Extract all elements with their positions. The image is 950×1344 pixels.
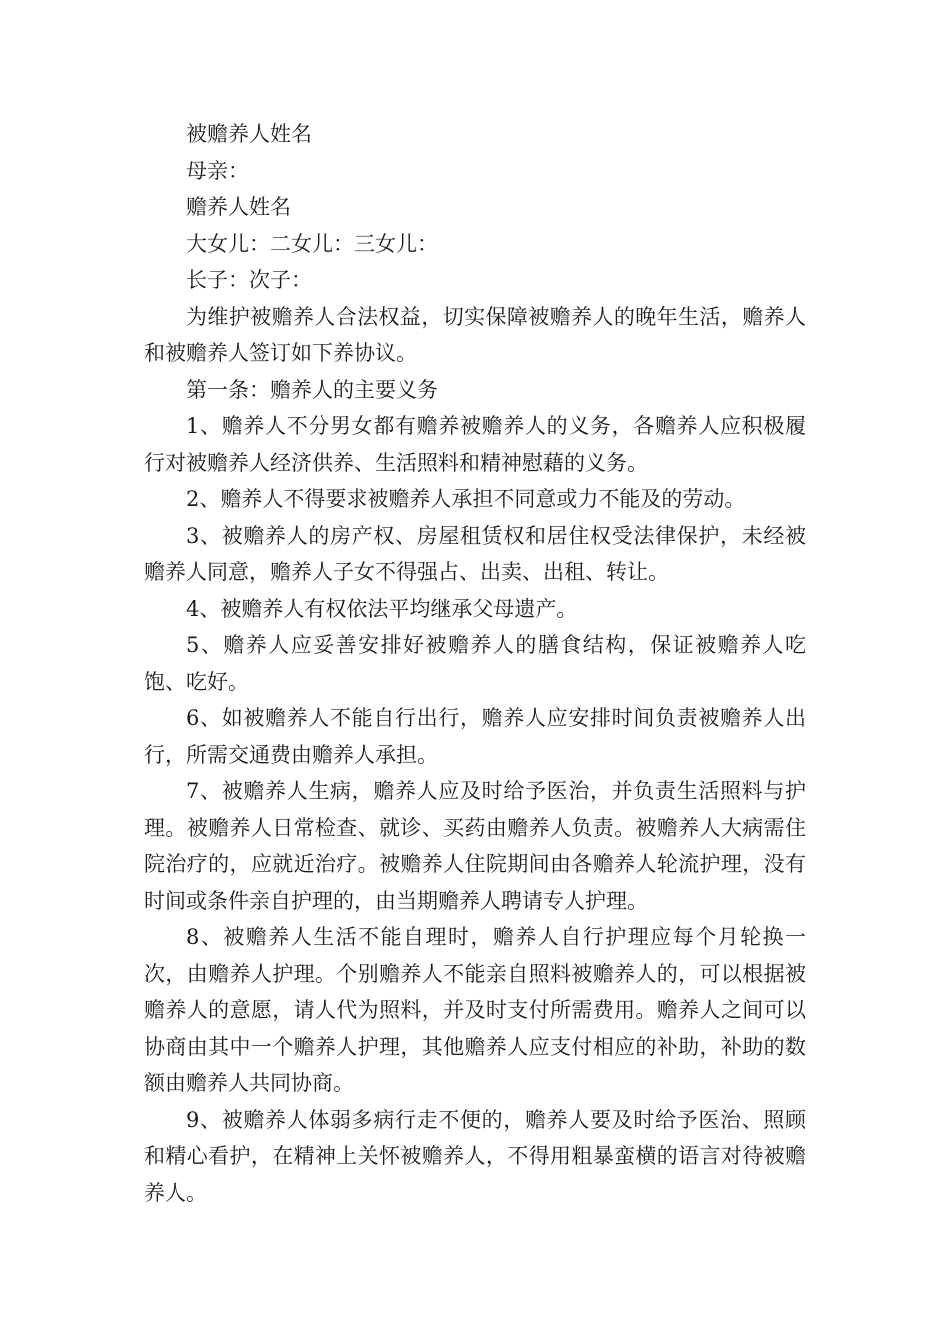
dependent-name-label: 被赡养人姓名	[186, 122, 312, 146]
clause-6: 6、如被赡养人不能自行出行，赡养人应安排时间负责被赡养人出行，所需交通费由赡养人承担。	[144, 706, 806, 767]
mother-label: 母亲：	[186, 158, 249, 183]
document-body	[144, 116, 806, 1211]
clause-8: 8、被赡养人生活不能自理时，赡养人自行护理应每个月轮换一次，由赡养人护理。个别赡养人不能亲自照料被赡养人的，可以根据被赡养人的意愿，请人代为照料，并及时支付所需费用。赡养人之间可以协商由其中一个赡养人护理，其他赡养人应支付相应的补助，补助的数额由赡养人共同协商。	[144, 925, 806, 1095]
article-1-title: 第一条：赡养人的主要义务	[186, 377, 438, 402]
clause-1: 1、赡养人不分男女都有赡养被赡养人的义务，各赡养人应积极履行对被赡养人经济供养、生活照料和精神慰藉的义务。	[144, 414, 806, 475]
daughters-line: 大女儿：二女儿：三女儿：	[186, 231, 438, 256]
clause-9: 9、被赡养人体弱多病行走不便的，赡养人要及时给予医治、照顾和精心看护，在精神上关怀被赡养人，不得用粗暴蛮横的语言对待被赡养人。	[144, 1107, 806, 1205]
clause-3: 3、被赡养人的房产权、房屋租赁权和居住权受法律保护，未经被赡养人同意，赡养人子女不得强占、出卖、出租、转让。	[144, 523, 806, 584]
supporter-name-label: 赡养人姓名	[186, 195, 291, 219]
sons-line: 长子：次子：	[186, 268, 312, 292]
clause-5: 5、赡养人应妥善安排好被赡养人的膳食结构，保证被赡养人吃饱、吃好。	[144, 633, 806, 694]
preamble-paragraph: 为维护被赡养人合法权益，切实保障被赡养人的晚年生活，赡养人和被赡养人签订如下养协议。	[144, 304, 806, 365]
clause-4: 4、被赡养人有权依法平均继承父母遗产。	[186, 596, 578, 621]
clause-7: 7、被赡养人生病，赡养人应及时给予医治，并负责生活照料与护理。被赡养人日常检查、就诊、买药由赡养人负责。被赡养人大病需住院治疗的，应就近治疗。被赡养人住院期间由各赡养人轮流护理，没有时间或条件亲自护理的，由当期赡养人聘请专人护理。	[144, 779, 806, 913]
clause-2: 2、赡养人不得要求被赡养人承担不同意或力不能及的劳动。	[186, 487, 746, 511]
